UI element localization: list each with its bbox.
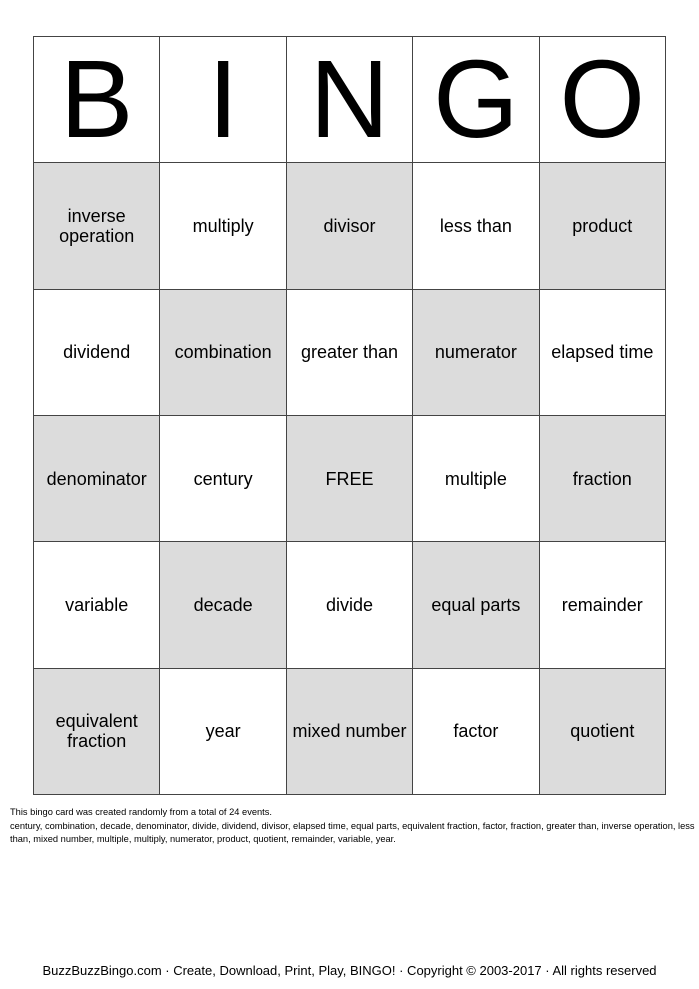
bingo-cell: greater than	[287, 290, 413, 416]
bingo-cell: factor	[413, 669, 539, 795]
header-letter: B	[34, 37, 160, 163]
bingo-cell: multiply	[160, 163, 286, 289]
footer: BuzzBuzzBingo.com · Create, Download, Print, Play, BINGO! · Copyright © 2003-2017 · All rights reserved	[42, 963, 657, 978]
free-space: FREE	[287, 416, 413, 542]
bingo-cell: multiple	[413, 416, 539, 542]
bingo-cell: elapsed time	[540, 290, 666, 416]
bingo-cell: decade	[160, 542, 286, 668]
bingo-cell: century	[160, 416, 286, 542]
bingo-cell: numerator	[413, 290, 539, 416]
bingo-cell: less than	[413, 163, 539, 289]
bingo-cell: divisor	[287, 163, 413, 289]
bingo-cell: year	[160, 669, 286, 795]
bingo-cell: divide	[287, 542, 413, 668]
header-letter: G	[413, 37, 539, 163]
bingo-card	[33, 36, 666, 795]
bingo-cell: denominator	[34, 416, 160, 542]
bingo-cell: fraction	[540, 416, 666, 542]
bingo-cell: combination	[160, 290, 286, 416]
header-letter: O	[540, 37, 666, 163]
header-letter: N	[287, 37, 413, 163]
bingo-cell: equal parts	[413, 542, 539, 668]
bingo-cell: inverse operation	[34, 163, 160, 289]
info-summary: This bingo card was created randomly from a total of 24 events.	[10, 807, 272, 817]
bingo-cell: remainder	[540, 542, 666, 668]
bingo-cell: product	[540, 163, 666, 289]
info-word-list: century, combination, decade, denominator, divide, dividend, divisor, elapsed time, equal parts, equivalent fraction, factor, fraction, greater than, inverse operation, less than, mixed number, multiple, multiply, numerator, product, quotient, remainder, variable, year.	[10, 820, 695, 844]
bingo-cell: dividend	[34, 290, 160, 416]
bingo-cell: variable	[34, 542, 160, 668]
bingo-cell: equivalent fraction	[34, 669, 160, 795]
bingo-cell: quotient	[540, 669, 666, 795]
card-info	[10, 806, 695, 847]
bingo-cell: mixed number	[287, 669, 413, 795]
header-letter: I	[160, 37, 286, 163]
